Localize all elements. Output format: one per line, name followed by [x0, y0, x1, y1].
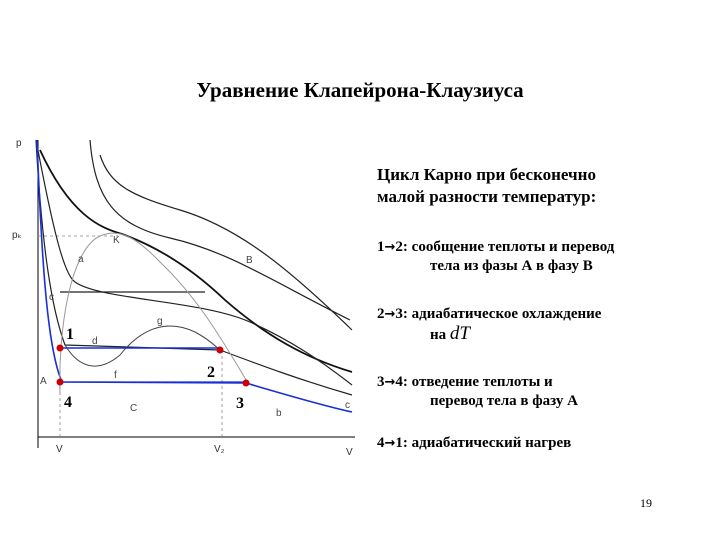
cycle-point-2 [217, 347, 224, 354]
cycle-point-3 [243, 380, 250, 387]
cycle-point-4 [57, 379, 64, 386]
arrow-icon: → [384, 307, 396, 322]
isotherm-critical [40, 150, 352, 372]
slide-title: Уравнение Клапейрона-Клаузиуса [196, 78, 524, 102]
label-C: C [130, 403, 138, 414]
x-axis-label: V [346, 447, 353, 458]
isotherm-top [90, 140, 350, 320]
label-a: a [78, 254, 84, 265]
critical-point-label: K [113, 235, 120, 246]
step-2-3: 2→3: адиабатическое охлаждение на dT [377, 306, 602, 344]
arrow-icon: → [384, 375, 396, 390]
v2-tick-label: V₂ [214, 444, 225, 455]
label-g: g [157, 316, 163, 327]
saturation-dome [60, 233, 248, 395]
point-label-1: 1 [66, 326, 74, 343]
step-1-2: 1→2: сообщение теплоты и перевод тела из фазы А в фазу В [377, 239, 615, 274]
label-c-right: c [345, 400, 350, 411]
cycle-point-1 [57, 345, 64, 352]
label-f: f [114, 370, 117, 381]
label-d: d [92, 336, 98, 347]
label-b: b [276, 408, 282, 419]
isotherm-blue [37, 140, 352, 412]
arrow-icon: → [384, 240, 396, 255]
point-label-4: 4 [64, 394, 72, 411]
subtitle-line-1: Цикл Карно при бесконечно [377, 165, 596, 184]
point-label-3: 3 [236, 395, 244, 412]
step-3-4: 3→4: отведение теплоты и перевод тела в фазу А [377, 374, 578, 409]
cycle-subtitle [377, 164, 596, 208]
v1-tick-label: V [56, 444, 63, 455]
dT-symbol: dT [449, 323, 470, 344]
label-A: A [40, 376, 47, 387]
subtitle-line-2: малой разности температур: [377, 187, 597, 206]
page-number: 19 [640, 496, 652, 510]
step-4-1: 4→1: адиабатический нагрев [377, 435, 572, 451]
y-axis-label: p [16, 138, 22, 149]
point-label-2: 2 [207, 364, 215, 381]
label-B: B [246, 255, 253, 266]
arrow-icon: → [384, 436, 396, 451]
pk-label: pₖ [12, 230, 22, 241]
isotherm-lower [36, 140, 352, 395]
label-c: c [49, 292, 54, 303]
